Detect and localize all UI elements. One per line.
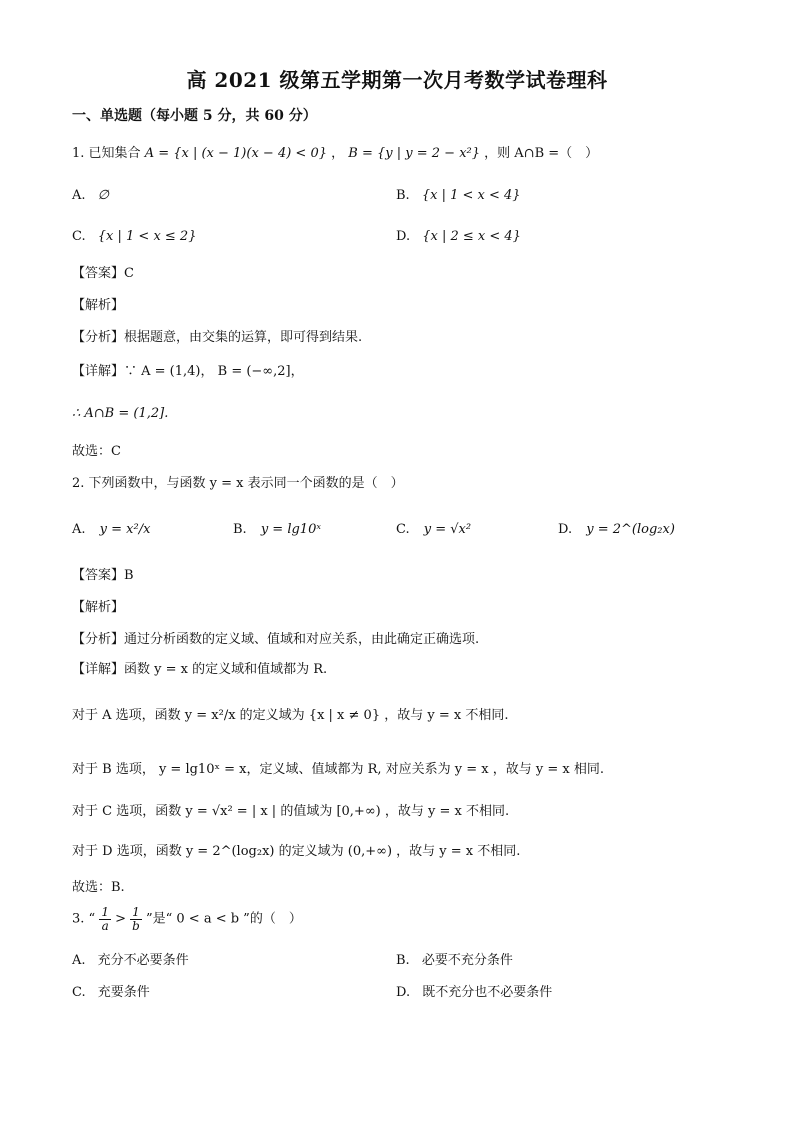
q1-set-b: B = {y | y = 2 − x²} [348, 146, 481, 161]
q1-stem-suffix: ，则 A∩B =（ ） [484, 146, 599, 161]
q3-fraction-2-num: 1 [132, 905, 140, 919]
q3-option-d-label: D. [396, 985, 411, 1000]
q1-stem [72, 146, 598, 162]
q1-answer: 【答案】C [72, 266, 134, 281]
q3-fraction-2-den: b [132, 918, 140, 933]
q3-option-a-text: 充分不必要条件 [97, 953, 189, 968]
q3-option-d-text: 既不充分也不必要条件 [422, 985, 553, 1000]
q2-analysis-tag: 【解析】 [72, 600, 125, 615]
q2-option-b-label: B. [233, 522, 247, 537]
q2-option-a [72, 522, 150, 538]
q2-option-b [233, 522, 321, 538]
q2-line-d: 对于 D 选项，函数 y = 2^(log₂x) 的定义域为 (0,+∞) ，故与 y = x 不相同. [72, 844, 521, 859]
q2-option-a-label: A. [72, 522, 86, 537]
q2-stem: 2. 下列函数中，与函数 y = x 表示同一个函数的是（ ） [72, 476, 404, 491]
q3-option-c-label: C. [72, 985, 86, 1000]
q1-xiangjie: 【详解】∵ A = (1,4)， B = (−∞,2]， [72, 364, 304, 379]
q2-line-c: 对于 C 选项，函数 y = √x² = | x | 的值域为 [0,+∞) ，故与 y = x 不相同. [72, 804, 510, 819]
q2-option-c-label: C. [396, 522, 410, 537]
q1-analysis-tag: 【解析】 [72, 298, 125, 313]
q2-option-d-text: y = 2^(log₂x) [586, 522, 675, 537]
q3-option-b [396, 953, 513, 969]
q1-therefore: ∴ A∩B = (1,2]. [72, 406, 169, 421]
q1-option-a-text: ∅ [97, 188, 109, 203]
q3-gt: > [115, 911, 131, 927]
q3-fraction-2 [130, 906, 142, 932]
q1-set-a: A = {x | (x − 1)(x − 4) < 0} [144, 146, 327, 161]
q1-choose: 故选：C [72, 444, 121, 459]
q2-option-d [558, 522, 675, 538]
q1-option-d-label: D. [396, 229, 411, 244]
q1-option-a [72, 188, 109, 204]
q2-option-b-text: y = lg10ˣ [260, 522, 321, 537]
section-heading: 一、单选题（每小题 5 分，共 60 分） [72, 108, 317, 124]
q2-answer: 【答案】B [72, 568, 134, 583]
q3-fraction-1 [99, 906, 111, 932]
q1-option-b-text: {x | 1 < x < 4} [421, 188, 521, 203]
q3-option-b-text: 必要不充分条件 [421, 953, 513, 968]
q2-choose: 故选：B. [72, 880, 125, 895]
q2-option-a-text: y = x²/x [99, 522, 151, 537]
q3-option-c-text: 充要条件 [97, 985, 150, 1000]
q1-option-b [396, 188, 521, 204]
q3-option-c [72, 985, 150, 1001]
q2-line-a: 对于 A 选项，函数 y = x²/x 的定义域为 {x | x ≠ 0} ，故与 y = x 不相同. [72, 708, 509, 723]
q2-option-d-label: D. [558, 522, 573, 537]
q2-line-b: 对于 B 选项， y = lg10ˣ = x，定义域、值域都为 R, 对应关系为 y = x ，故与 y = x 相同. [72, 762, 604, 777]
q3-option-a-label: A. [72, 953, 86, 968]
q3-fraction-1-den: a [101, 918, 109, 933]
page-title: 高 2021 级第五学期第一次月考数学试卷理科 [186, 68, 608, 92]
q1-fenxi: 【分析】根据题意，由交集的运算，即可得到结果. [72, 330, 363, 345]
q1-option-c [72, 229, 196, 245]
q1-stem-prefix: 1. 已知集合 [72, 146, 141, 161]
q2-xiangjie: 【详解】函数 y = x 的定义域和值域都为 R. [72, 662, 328, 677]
q2-option-c [396, 522, 471, 538]
q1-option-c-label: C. [72, 229, 86, 244]
q1-option-b-label: B. [396, 188, 410, 203]
q1-option-d [396, 229, 521, 245]
q1-option-a-label: A. [72, 188, 86, 203]
q2-fenxi: 【分析】通过分析函数的定义域、值域和对应关系，由此确定正确选项. [72, 632, 480, 647]
q1-option-c-text: {x | 1 < x ≤ 2} [97, 229, 197, 244]
q3-option-b-label: B. [396, 953, 410, 968]
q3-stem-suffix: ”是“ 0 < a < b ”的（ ） [145, 911, 302, 927]
q3-stem-prefix: 3. “ [72, 911, 96, 927]
q1-sep: ， [331, 146, 345, 161]
q3-fraction-1-num: 1 [101, 905, 109, 919]
q3-stem [72, 906, 302, 932]
q3-option-d [396, 985, 552, 1001]
q3-option-a [72, 953, 189, 969]
q1-option-d-text: {x | 2 ≤ x < 4} [422, 229, 521, 244]
q2-option-c-text: y = √x² [423, 522, 472, 537]
